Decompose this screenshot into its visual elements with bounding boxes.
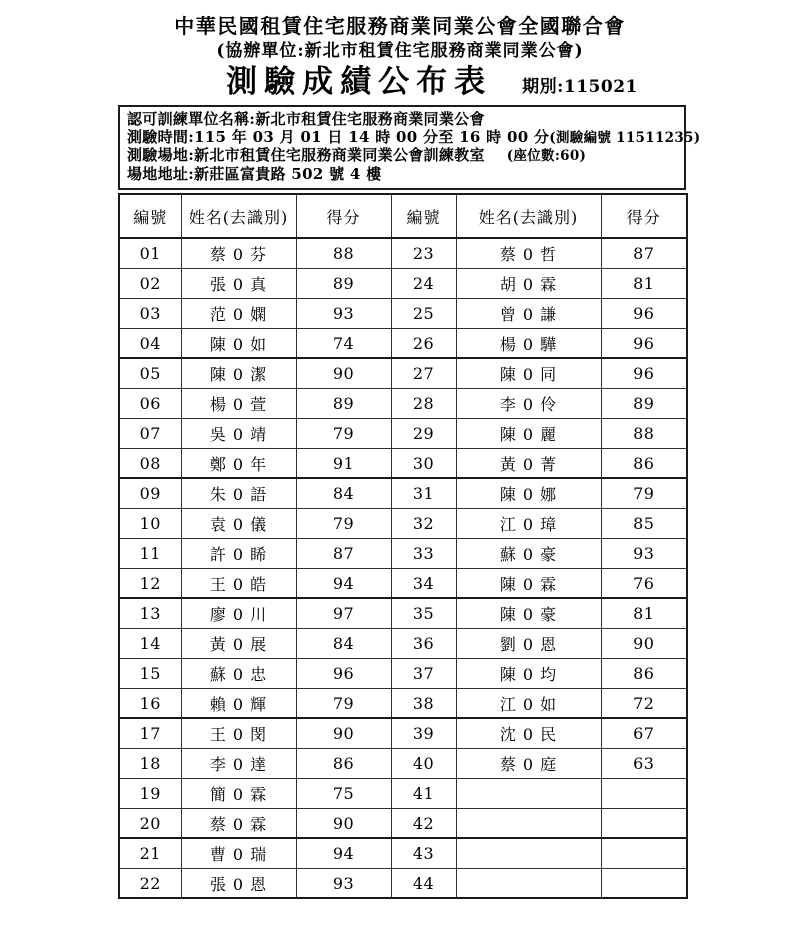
seat-number-cell: 32 xyxy=(391,508,456,538)
table-row xyxy=(119,838,687,868)
name-cell: 吳 0 靖 xyxy=(181,418,296,448)
name-cell: 陳 0 霖 xyxy=(456,568,601,598)
table-row xyxy=(119,478,687,508)
table-row xyxy=(119,568,687,598)
score-cell: 93 xyxy=(601,538,687,568)
score-cell: 86 xyxy=(601,658,687,688)
name-cell: 蘇 0 忠 xyxy=(181,658,296,688)
score-cell: 79 xyxy=(296,688,391,718)
name-cell: 王 0 皓 xyxy=(181,568,296,598)
seat-number-cell: 28 xyxy=(391,388,456,418)
score-cell: 90 xyxy=(296,358,391,388)
seat-number-cell: 16 xyxy=(119,688,181,718)
column-header-name-right: 姓名(去識別) xyxy=(456,194,601,238)
score-cell: 90 xyxy=(296,718,391,748)
name-cell: 江 0 如 xyxy=(456,688,601,718)
seat-number-cell: 41 xyxy=(391,778,456,808)
seat-number-cell: 30 xyxy=(391,448,456,478)
name-cell: 黃 0 菁 xyxy=(456,448,601,478)
exam-time-text: 測驗時間:115 年 03 月 01 日 14 時 00 分至 16 時 00 分 xyxy=(127,127,550,146)
name-cell: 胡 0 霖 xyxy=(456,268,601,298)
name-cell: 陳 0 潔 xyxy=(181,358,296,388)
seat-number-cell: 38 xyxy=(391,688,456,718)
venue-text: 測驗場地:新北市租賃住宅服務商業同業公會訓練教室 xyxy=(127,146,485,165)
score-cell: 97 xyxy=(296,598,391,628)
results-table-header xyxy=(119,194,687,238)
name-cell: 陳 0 均 xyxy=(456,658,601,688)
seat-number-cell: 10 xyxy=(119,508,181,538)
name-cell: 曾 0 謙 xyxy=(456,298,601,328)
score-cell: 87 xyxy=(601,238,687,268)
name-cell: 陳 0 同 xyxy=(456,358,601,388)
score-cell xyxy=(601,868,687,898)
name-cell xyxy=(456,778,601,808)
seat-number-cell: 18 xyxy=(119,748,181,778)
name-cell: 陳 0 如 xyxy=(181,328,296,358)
name-cell: 范 0 嫻 xyxy=(181,298,296,328)
info-line-exam-time xyxy=(127,127,701,148)
name-cell xyxy=(456,868,601,898)
name-cell: 陳 0 娜 xyxy=(456,478,601,508)
column-header-score-right: 得分 xyxy=(601,194,687,238)
name-cell: 朱 0 語 xyxy=(181,478,296,508)
score-cell: 93 xyxy=(296,298,391,328)
score-cell: 94 xyxy=(296,568,391,598)
seat-number-cell: 21 xyxy=(119,838,181,868)
name-cell: 楊 0 驊 xyxy=(456,328,601,358)
column-header-name-left: 姓名(去識別) xyxy=(181,194,296,238)
seat-number-cell: 43 xyxy=(391,838,456,868)
name-cell: 簡 0 霖 xyxy=(181,778,296,808)
score-cell: 67 xyxy=(601,718,687,748)
score-cell: 79 xyxy=(296,418,391,448)
score-cell: 94 xyxy=(296,838,391,868)
seat-number-cell: 24 xyxy=(391,268,456,298)
table-row xyxy=(119,358,687,388)
name-cell: 許 0 睎 xyxy=(181,538,296,568)
seat-number-cell: 17 xyxy=(119,718,181,748)
name-cell: 楊 0 萱 xyxy=(181,388,296,418)
seat-number-cell: 37 xyxy=(391,658,456,688)
table-row xyxy=(119,748,687,778)
score-cell: 91 xyxy=(296,448,391,478)
table-row xyxy=(119,808,687,838)
table-row xyxy=(119,388,687,418)
seat-number-cell: 07 xyxy=(119,418,181,448)
score-cell: 89 xyxy=(296,388,391,418)
score-cell: 87 xyxy=(296,538,391,568)
table-row xyxy=(119,628,687,658)
score-cell: 63 xyxy=(601,748,687,778)
seat-count-annotation: (座位數:60) xyxy=(506,148,587,165)
score-cell: 89 xyxy=(601,388,687,418)
name-cell: 陳 0 麗 xyxy=(456,418,601,448)
score-cell: 96 xyxy=(601,298,687,328)
table-row xyxy=(119,658,687,688)
table-row xyxy=(119,298,687,328)
seat-number-cell: 40 xyxy=(391,748,456,778)
results-table-body xyxy=(119,238,687,898)
seat-number-cell: 14 xyxy=(119,628,181,658)
table-row xyxy=(119,328,687,358)
seat-number-cell: 42 xyxy=(391,808,456,838)
seat-number-cell: 19 xyxy=(119,778,181,808)
name-cell: 廖 0 川 xyxy=(181,598,296,628)
seat-number-cell: 25 xyxy=(391,298,456,328)
seat-number-cell: 08 xyxy=(119,448,181,478)
score-cell: 81 xyxy=(601,268,687,298)
name-cell: 李 0 伶 xyxy=(456,388,601,418)
score-cell: 96 xyxy=(601,328,687,358)
table-row xyxy=(119,268,687,298)
seat-number-cell: 09 xyxy=(119,478,181,508)
name-cell: 賴 0 輝 xyxy=(181,688,296,718)
seat-number-cell: 27 xyxy=(391,358,456,388)
score-cell: 75 xyxy=(296,778,391,808)
seat-number-cell: 04 xyxy=(119,328,181,358)
column-header-score-left: 得分 xyxy=(296,194,391,238)
table-row xyxy=(119,598,687,628)
info-line-venue xyxy=(127,147,677,166)
score-cell: 76 xyxy=(601,568,687,598)
table-row xyxy=(119,448,687,478)
score-cell: 89 xyxy=(296,268,391,298)
score-cell: 96 xyxy=(601,358,687,388)
column-header-seat-number-left: 編號 xyxy=(119,194,181,238)
seat-number-cell: 12 xyxy=(119,568,181,598)
name-cell: 張 0 真 xyxy=(181,268,296,298)
seat-number-cell: 01 xyxy=(119,238,181,268)
results-table xyxy=(118,193,688,899)
seat-number-cell: 03 xyxy=(119,298,181,328)
seat-number-cell: 06 xyxy=(119,388,181,418)
seat-number-cell: 39 xyxy=(391,718,456,748)
name-cell: 李 0 達 xyxy=(181,748,296,778)
table-row xyxy=(119,778,687,808)
seat-number-cell: 13 xyxy=(119,598,181,628)
page-title: 測驗成績公布表 xyxy=(226,64,493,100)
table-row xyxy=(119,508,687,538)
seat-number-cell: 29 xyxy=(391,418,456,448)
name-cell: 劉 0 恩 xyxy=(456,628,601,658)
score-cell: 86 xyxy=(296,748,391,778)
score-cell: 85 xyxy=(601,508,687,538)
name-cell: 蔡 0 哲 xyxy=(456,238,601,268)
seat-number-cell: 33 xyxy=(391,538,456,568)
main-title-row xyxy=(32,64,800,102)
title-block xyxy=(0,0,800,102)
header-row xyxy=(119,194,687,238)
seat-number-cell: 15 xyxy=(119,658,181,688)
score-cell: 90 xyxy=(601,628,687,658)
info-line-address xyxy=(127,166,677,184)
period-label: 期別:115021 xyxy=(522,77,638,97)
seat-number-cell: 35 xyxy=(391,598,456,628)
table-row xyxy=(119,868,687,898)
name-cell xyxy=(456,838,601,868)
score-cell xyxy=(601,838,687,868)
seat-number-cell: 22 xyxy=(119,868,181,898)
exam-number-annotation: (測驗編號 11511235) xyxy=(549,129,701,146)
score-cell: 86 xyxy=(601,448,687,478)
score-cell: 79 xyxy=(601,478,687,508)
score-cell: 74 xyxy=(296,328,391,358)
score-cell: 93 xyxy=(296,868,391,898)
seat-number-cell: 11 xyxy=(119,538,181,568)
name-cell: 鄭 0 年 xyxy=(181,448,296,478)
seat-number-cell: 05 xyxy=(119,358,181,388)
name-cell: 陳 0 豪 xyxy=(456,598,601,628)
table-row xyxy=(119,718,687,748)
seat-number-cell: 44 xyxy=(391,868,456,898)
name-cell: 蔡 0 霖 xyxy=(181,808,296,838)
name-cell: 袁 0 儀 xyxy=(181,508,296,538)
score-cell: 81 xyxy=(601,598,687,628)
exam-info-box xyxy=(118,105,701,190)
score-cell xyxy=(601,778,687,808)
seat-number-cell: 20 xyxy=(119,808,181,838)
seat-number-cell: 34 xyxy=(391,568,456,598)
organization-title: 中華民國租賃住宅服務商業同業公會全國聯合會 xyxy=(174,14,626,38)
score-cell xyxy=(601,808,687,838)
seat-number-cell: 26 xyxy=(391,328,456,358)
training-unit-text: 認可訓練單位名稱:新北市租賃住宅服務商業同業公會 xyxy=(127,110,485,128)
score-cell: 84 xyxy=(296,628,391,658)
content-column xyxy=(118,105,701,899)
table-row xyxy=(119,688,687,718)
table-row xyxy=(119,538,687,568)
name-cell: 曹 0 瑞 xyxy=(181,838,296,868)
seat-number-cell: 31 xyxy=(391,478,456,508)
info-line-training-unit xyxy=(127,111,677,129)
name-cell: 沈 0 民 xyxy=(456,718,601,748)
score-cell: 79 xyxy=(296,508,391,538)
name-cell: 黃 0 展 xyxy=(181,628,296,658)
name-cell: 蔡 0 庭 xyxy=(456,748,601,778)
score-cell: 96 xyxy=(296,658,391,688)
score-cell: 88 xyxy=(296,238,391,268)
name-cell: 張 0 恩 xyxy=(181,868,296,898)
seat-number-cell: 23 xyxy=(391,238,456,268)
score-cell: 84 xyxy=(296,478,391,508)
name-cell xyxy=(456,808,601,838)
score-cell: 72 xyxy=(601,688,687,718)
name-cell: 江 0 璋 xyxy=(456,508,601,538)
name-cell: 蘇 0 豪 xyxy=(456,538,601,568)
score-cell: 88 xyxy=(601,418,687,448)
address-text: 場地地址:新莊區富貴路 502 號 4 樓 xyxy=(127,164,382,183)
score-cell: 90 xyxy=(296,808,391,838)
name-cell: 蔡 0 芬 xyxy=(181,238,296,268)
column-header-seat-number-right: 編號 xyxy=(391,194,456,238)
seat-number-cell: 36 xyxy=(391,628,456,658)
name-cell: 王 0 閔 xyxy=(181,718,296,748)
co-organizer-line: (協辦單位:新北市租賃住宅服務商業同業公會) xyxy=(216,41,584,61)
seat-number-cell: 02 xyxy=(119,268,181,298)
table-row xyxy=(119,238,687,268)
table-row xyxy=(119,418,687,448)
